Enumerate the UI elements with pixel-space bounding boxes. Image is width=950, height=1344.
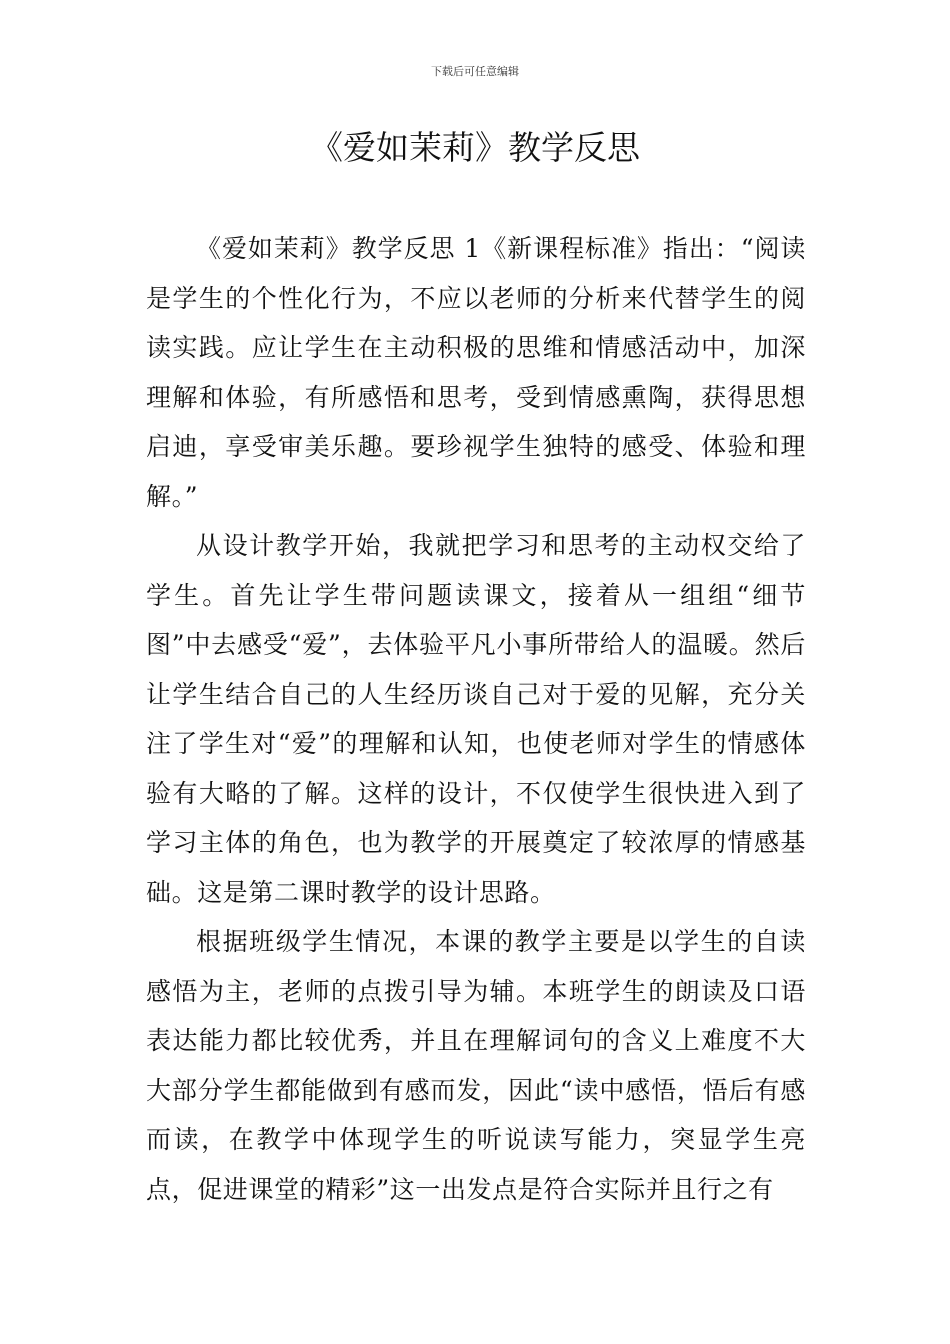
- paragraph-2: 从设计教学开始，我就把学习和思考的主动权交给了学生。首先让学生带问题读课文，接着从一组组“细节图”中去感受“爱”，去体验平凡小事所带给人的温暖。然后让学生结合自己的人生经历谈自己对于爱的见解，充分关注了学生对“爱”的理解和认知，也使老师对学生的情感体验有大略的了解。这样的设计，不仅使学生很快进入到了学习主体的角色，也为教学的开展奠定了较浓厚的情感基础。这是第二课时教学的设计思路。: [146, 531, 806, 907]
- header-note: 下载后可任意编辑: [431, 65, 519, 78]
- document-title: 《爱如茉莉》教学反思: [310, 128, 640, 167]
- paragraph-1: 《爱如茉莉》教学反思 1《新课程标准》指出：“阅读是学生的个性化行为，不应以老师的分析来代替学生的阅读实践。应让学生在主动积极的思维和情感活动中，加深理解和体验，有所感悟和思考，受到情感熏陶，获得思想启迪，享受审美乐趣。要珍视学生独特的感受、体验和理解。”: [146, 234, 806, 511]
- paragraph-3: 根据班级学生情况，本课的教学主要是以学生的自读感悟为主，老师的点拨引导为辅。本班学生的朗读及口语表达能力都比较优秀，并且在理解词句的含义上难度不大大部分学生都能做到有感而发，因此“读中感悟，悟后有感而读，在教学中体现学生的听说读写能力，突显学生亮点，促进课堂的精彩”这一出发点是符合实际并且行之有: [146, 927, 806, 1204]
- document-body: [146, 224, 806, 1214]
